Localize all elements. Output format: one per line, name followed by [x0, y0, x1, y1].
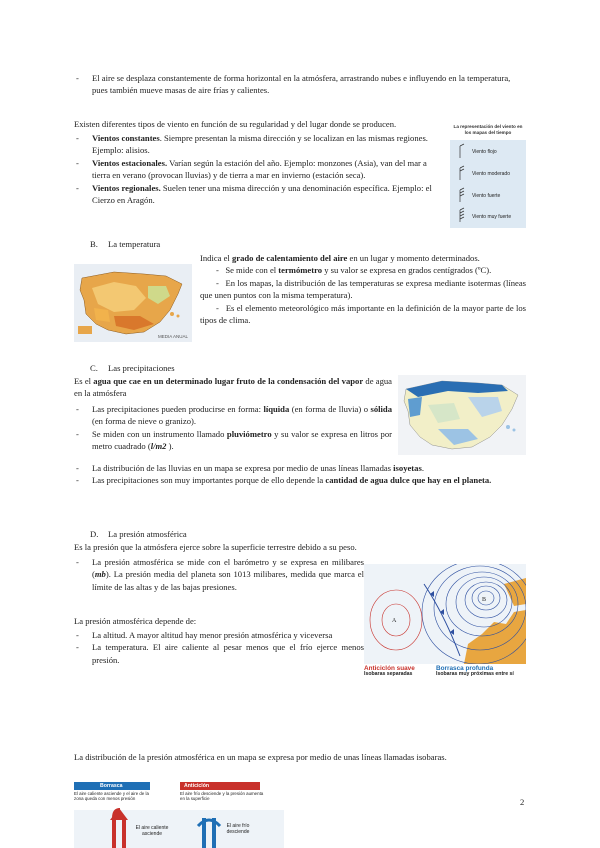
wind-label-very-strong: Viento muy fuerte [472, 214, 512, 220]
temperature-map-svg [74, 264, 192, 342]
winds-intro: Existen diferentes tipos de viento en función de su regularidad y del lugar donde se producen. [74, 119, 397, 129]
anticyclone-subtitle: Isobaras separadas [364, 671, 413, 678]
cold-air-label: El aire frío desciende [226, 823, 250, 835]
precipitation-bullets [74, 403, 392, 453]
temperature-text [200, 252, 526, 327]
pressure-bullets [74, 556, 364, 593]
temperature-map [74, 264, 192, 342]
precipitation-heading: C. Las precipitaciones [90, 363, 175, 373]
temperature-map-caption: MEDIA ANUAL [157, 334, 188, 340]
page-number: 2 [520, 797, 525, 807]
intro-bullet [74, 72, 526, 97]
precipitation-map-svg [398, 375, 526, 455]
wind-figure-panel [450, 140, 526, 228]
wind-label-moderate: Viento moderado [472, 171, 510, 177]
isobars-sentence: La distribución de la presión atmosférica en un mapa se expresa por medio de unas líneas llamadas isobaras. [74, 752, 447, 762]
list-item: - Se miden con un instrumento llamado pluviómetro y su valor se expresa en litros por metro cuadrado (l/m2 ). [74, 428, 392, 453]
wind-label-weak: Viento flojo [472, 149, 497, 155]
list-item: - La temperatura. El aire caliente al pesar menos que el frío ejerce menos presión. [74, 641, 364, 666]
isobar-map-svg [364, 564, 526, 664]
anticiclon-description: El aire frío desciende y la presión aumenta en la superficie [180, 791, 264, 802]
pressure-diagram [74, 778, 284, 848]
wind-representation-figure [450, 124, 526, 232]
intro-bullet-text: - El aire se desplaza constantemente de forma horizontal en la atmósfera, arrastrando nubes e influyendo en la temperatura, pues también mueve masas de aire frías y calientes. [74, 72, 526, 97]
anticiclon-label: Anticiclón [184, 783, 210, 789]
list-item: - Vientos regionales. Suelen tener una misma dirección y una denominación específica. Ejemplo: el Cierzo en Aragón. [74, 182, 446, 207]
wind-label-strong: Viento fuerte [472, 193, 501, 199]
pressure-depends: La presión atmosférica depende de: [74, 616, 197, 626]
list-item: - La altitud. A mayor altitud hay menor presión atmosférica y viceversa [74, 629, 364, 641]
borrasca-description: El aire caliente asciende y el aire de la zona queda con menos presión [74, 791, 149, 802]
list-item: - La distribución de las lluvias en un mapa se expresa por medio de unas líneas llamadas isoyetas. [74, 462, 526, 474]
temperature-bullet-1: - Se mide con el termómetro y su valor se expresa en grados centígrados (ºC). [216, 265, 492, 276]
temperature-bullet-3: - Es el elemento meteorológico más importante en la definición de la mayor parte de los tipos de clima. [200, 302, 526, 326]
storm-title: Borrasca profunda [436, 665, 494, 672]
borrasca-label: Borrasca [100, 783, 123, 789]
list-item: - Las precipitaciones son muy importantes porque de ello depende la cantidad de agua dulce que hay en el planeta. [74, 474, 526, 486]
precipitation-bullets-2 [74, 462, 526, 487]
winds-list [74, 132, 446, 207]
precipitation-intro: Es el agua que cae en un determinado lugar fruto de la condensación del vapor de agua en la atmósfera [74, 376, 392, 399]
list-item: - Vientos constantes. Siempre presentan la misma dirección y se localizan en las mismas regiones. Ejemplo: alisios. [74, 132, 446, 157]
temperature-intro: Indica el grado de calentamiento del aire en un lugar y momento determinados. [200, 253, 480, 263]
pressure-depends-list [74, 629, 364, 666]
pressure-heading: D. La presión atmosférica [90, 529, 187, 539]
wind-figure-title: La representación del viento en los mapas del tiempo [453, 124, 523, 135]
storm-subtitle: Isobaras muy próximas entre sí [436, 671, 514, 678]
storm-legend [436, 665, 528, 678]
pressure-intro: Es la presión que la atmósfera ejerce sobre la superficie terrestre debido a su peso. [74, 542, 357, 552]
isobar-label-b: B [482, 597, 487, 603]
temperature-bullet-2: - En los mapas, la distribución de las temperaturas se expresa mediante isotermas (líneas que unen puntos con la misma temperatura). [200, 277, 526, 301]
anticyclone-legend [364, 665, 444, 678]
isobar-map [364, 564, 526, 664]
list-item: - Las precipitaciones pueden producirse en forma: líquida (en forma de lluvia) o sólida (en forma de nieve o granizo). [74, 403, 392, 428]
precipitation-map [398, 375, 526, 455]
list-item: - La presión atmosférica se mide con el barómetro y se expresa en milibares (mb). La presión media del planeta son 1013 milibares, medida que marca el límite de las altas y de las bajas presiones. [74, 556, 364, 593]
anticyclone-title: Anticiclón suave [364, 665, 415, 672]
temperature-heading: B. La temperatura [90, 239, 161, 249]
isobar-label-a: A [392, 618, 397, 624]
hot-air-label: El aire caliente asciende [135, 825, 169, 837]
list-item: - Vientos estacionales. Varían según la estación del año. Ejemplo: monzones (Asia), van del mar a tierra en verano (provocan lluvias) y de tierra a mar en invierno (estación seca). [74, 157, 446, 182]
